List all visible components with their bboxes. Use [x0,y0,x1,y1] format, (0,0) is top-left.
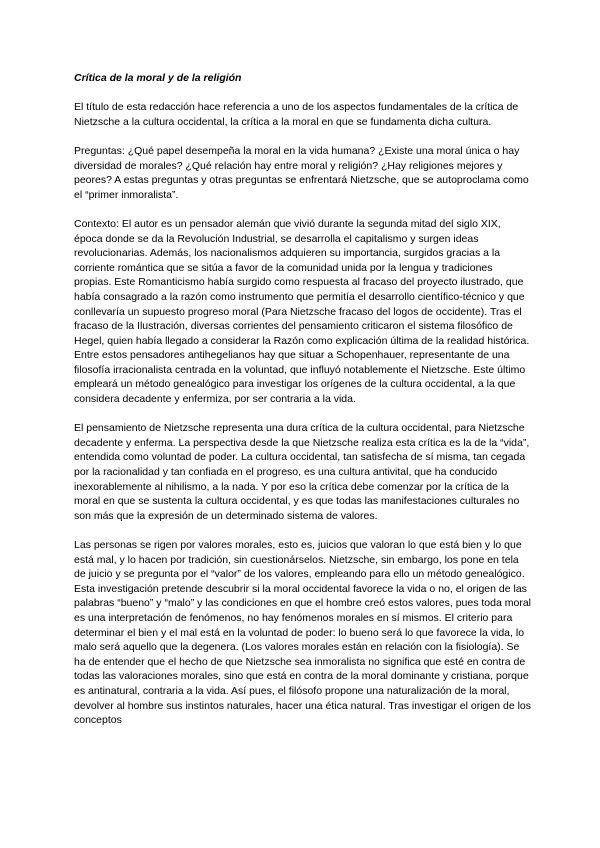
paragraph-values: Las personas se rigen por valores morales, esto es, juicios que valoran lo que está bien y lo que está mal, y lo hacen por tradición, sin cuestionárselos. Nietzsche, sin embargo, los pone en tela de juicio y se pregunta por el “valor” de los valores, empleando para ello un método genealógico. Esta investigación pretende descubrir si la moral occidental favorece la vida o no, el origen de las palabras “bueno” y “malo” y las condiciones en que el hombre creó estos valores, pues toda moral es una interpretación de fenómenos, no hay fenómenos morales en sí mismos. El criterio para determinar el bien y el mal está en la voluntad de poder: lo bueno será lo que favorece la vida, lo malo será aquello que la degenera. (Los valores morales están en relación con la fisiología). Se ha de entender que el hecho de que Nietzsche sea inmoralista no significa que esté en contra de todas las valoraciones morales, sino que está en contra de la moral dominante y cristiana, porque es antinatural, contraria a la vida. Así pues, el filósofo propone una naturalización de la moral, devolver al hombre sus instintos naturales, hacer una ética natural. Tras investigar el origen de los conceptos [74,539,531,727]
document-title: Crítica de la moral y de la religión [74,72,242,84]
paragraph-questions: Preguntas: ¿Qué papel desempeña la moral en la vida humana? ¿Existe una moral única o hay diversidad de morales? ¿Qué relación hay entre moral y religión? ¿Hay religiones mejores y peores? A estas preguntas y otras preguntas se enfrentará Nietzsche, que se autoproclama como el “primer inmoralista”. [74,144,529,201]
paragraph-context: Contexto: El autor es un pensador alemán que vivió durante la segunda mitad del siglo XIX, época donde se da la Revolución Industrial, se desarrolla el capitalismo y surgen ideas revolucionarias. Además, los nacionalismos adquieren su importancia, surgidos gracias a la corriente romántica que se sitúa a favor de la comunidad unida por la lengua y tradiciones propias. Este Romanticismo había surgido como respuesta al fracaso del proyecto ilustrado, que había consagrado a la razón como instrumento que permitía el desarrollo científico-técnico y que conllevaría un supuesto progreso moral (Para Nietzsche fracaso del logos de occidente). Tras el fracaso de la Ilustración, diversas corrientes del pensamiento criticaron el sistema filosófico de Hegel, quien había llegado a considerar la Razón como explicación última de la realidad histórica. Entre estos pensadores antihegelianos hay que situar a Schopenhauer, representante de una filosofía irracionalista centrada en la voluntad, que influyó notablemente el Nietzsche. Este último empleará un método genealógico para investigar los orígenes de la cultura occidental, a la que considera decadente y enfermiza, por ser contraria a la vida. [74,217,530,406]
paragraph-intro: El título de esta redacción hace referencia a uno de los aspectos fundamentales de la crítica de Nietzsche a la cultura occidental, la crítica a la moral en que se fundamenta dicha cultura. [74,101,519,128]
paragraph-critique: El pensamiento de Nietzsche representa una dura crítica de la cultura occidental, para Nietzsche decadente y enferma. La perspectiva desde la que Nietzsche realiza esta crítica es la de la “vida”, entendida como voluntad de poder. La cultura occidental, tan satisfecha de sí misma, tan cegada por la racionalidad y tan confiada en el progreso, es una cultura antivital, que ha conducido inexorablemente al nihilismo, a la nada. Y por eso la crítica debe comenzar por la crítica de la moral en que se sustenta la cultura occidental, y es que todas las manifestaciones culturales no son más que la expresión de un determinado sistema de valores. [74,422,530,522]
document-body [74,71,532,742]
